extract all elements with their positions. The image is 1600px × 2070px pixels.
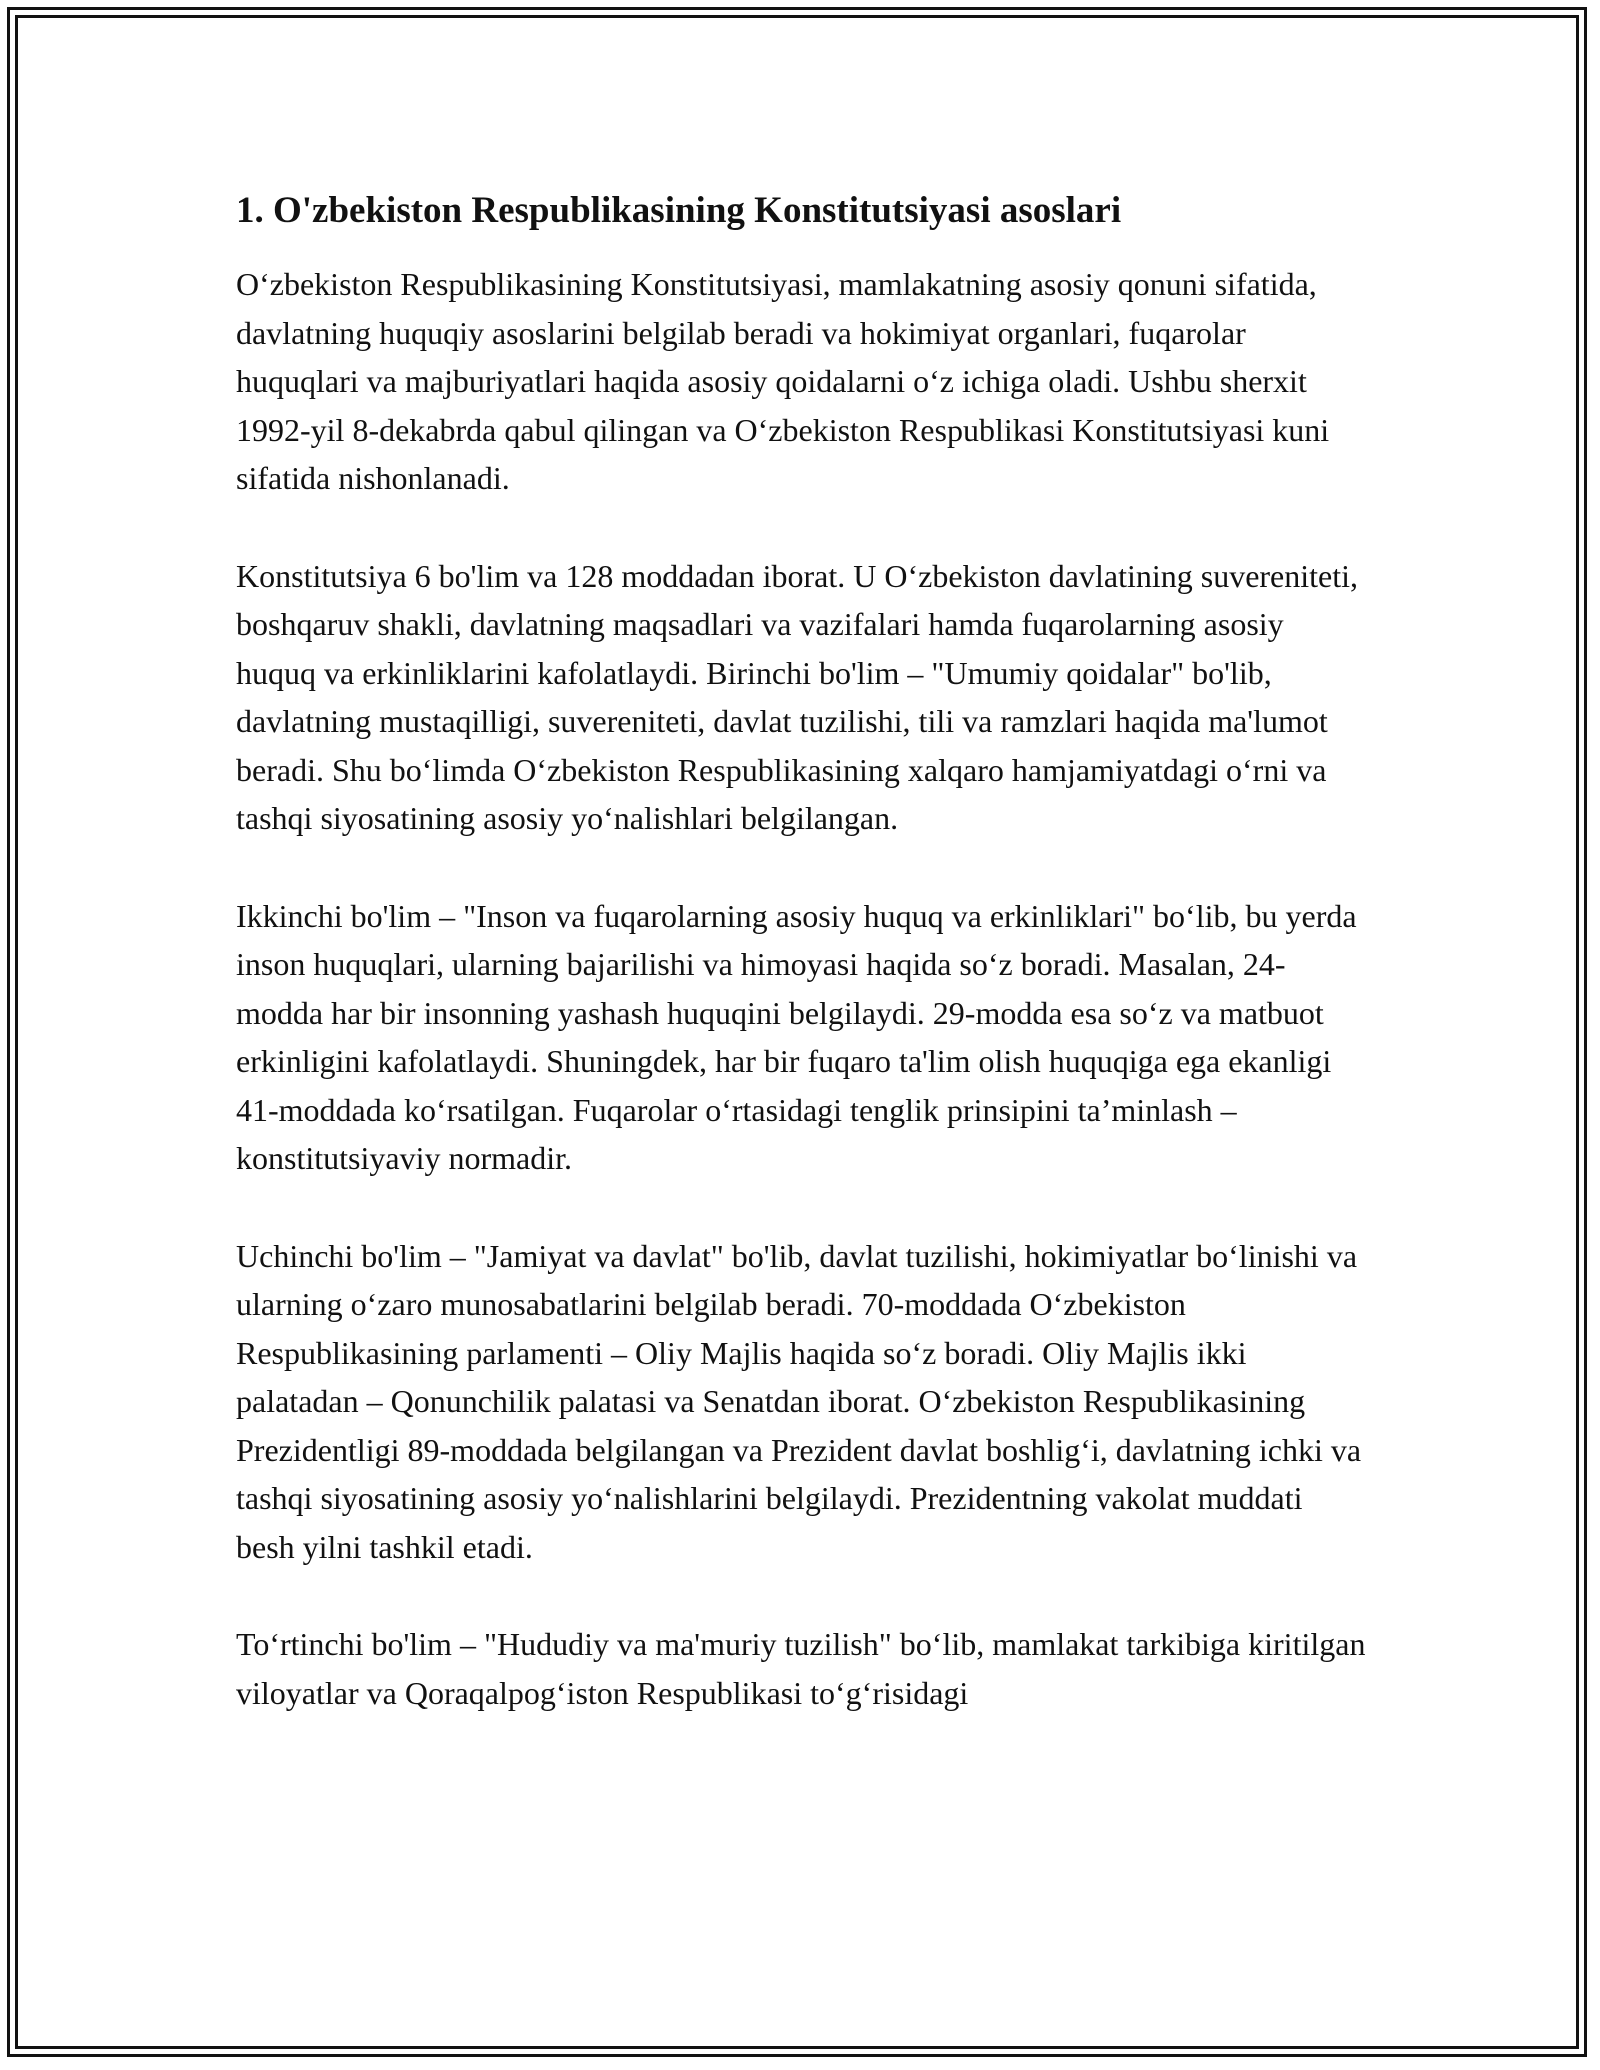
document-body bbox=[236, 186, 1366, 1766]
paragraph-3: Ikkinchi bo'lim – "Inson va fuqarolarning asosiy huquq va erkinliklari" bo‘lib, bu yerda inson huquqlari, ularning bajarilishi va himoyasi haqida so‘z boradi. Masalan, 24-modda har bir insonning yashash huquqini belgilaydi. 29-modda esa so‘z va matbuot erkinligini kafolatlaydi. Shuningdek, har bir fuqaro ta'lim olish huquqiga ega ekanligi 41-moddada ko‘rsatilgan. Fuqarolar o‘rtasidagi tenglik prinsipini ta’minlash – konstitutsiyaviy normadir. bbox=[236, 897, 1357, 1176]
paragraph-2: Konstitutsiya 6 bo'lim va 128 moddadan iborat. U O‘zbekiston davlatining suvereniteti, boshqaruv shakli, davlatning maqsadlari va vazifalari hamda fuqarolarning asosiy huquq va erkinliklarini kafolatlaydi. Birinchi bo'lim – "Umumiy qoidalar" bo'lib, davlatning mustaqilligi, suvereniteti, davlat tuzilishi, tili va ramzlari haqida ma'lumot beradi. Shu bo‘limda O‘zbekiston Respublikasining xalqaro hamjamiyatdagi o‘rni va tashqi siyosatining asosiy yo‘nalishlari belgilangan. bbox=[236, 557, 1359, 836]
paragraph-4: Uchinchi bo'lim – "Jamiyat va davlat" bo'lib, davlat tuzilishi, hokimiyatlar bo‘linishi va ularning o‘zaro munosabatlarini belgilab beradi. 70-moddada O‘zbekiston Respublikasining parlamenti – Oliy Majlis haqida so‘z boradi. Oliy Majlis ikki palatadan – Qonunchilik palatasi va Senatdan iborat. O‘zbekiston Respublikasining Prezidentligi 89-moddada belgilangan va Prezident davlat boshlig‘i, davlatning ichki va tashqi siyosatining asosiy yo‘nalishlarini belgilaydi. Prezidentning vakolat muddati besh yilni tashkil etadi. bbox=[236, 1237, 1362, 1565]
paragraph-1: O‘zbekiston Respublikasining Konstitutsiyasi, mamlakatning asosiy qonuni sifatida, davlatning huquqiy asoslarini belgilab beradi va hokimiyat organlari, fuqarolar huquqlari va majburiyatlari haqida asosiy qoidalarni o‘z ichiga oladi. Ushbu sherxit 1992-yil 8-dekabrda qabul qilingan va O‘zbekiston Respublikasi Konstitutsiyasi kuni sifatida nishonlanadi. bbox=[236, 266, 1330, 496]
paragraph-5: To‘rtinchi bo'lim – "Hududiy va ma'muriy tuzilish" bo‘lib, mamlakat tarkibiga kiritilgan viloyatlar va Qoraqalpog‘iston Respublikasi to‘g‘risidagi bbox=[236, 1626, 1366, 1711]
document-title: 1. O'zbekiston Respublikasining Konstitutsiyasi asoslari bbox=[236, 190, 1122, 231]
